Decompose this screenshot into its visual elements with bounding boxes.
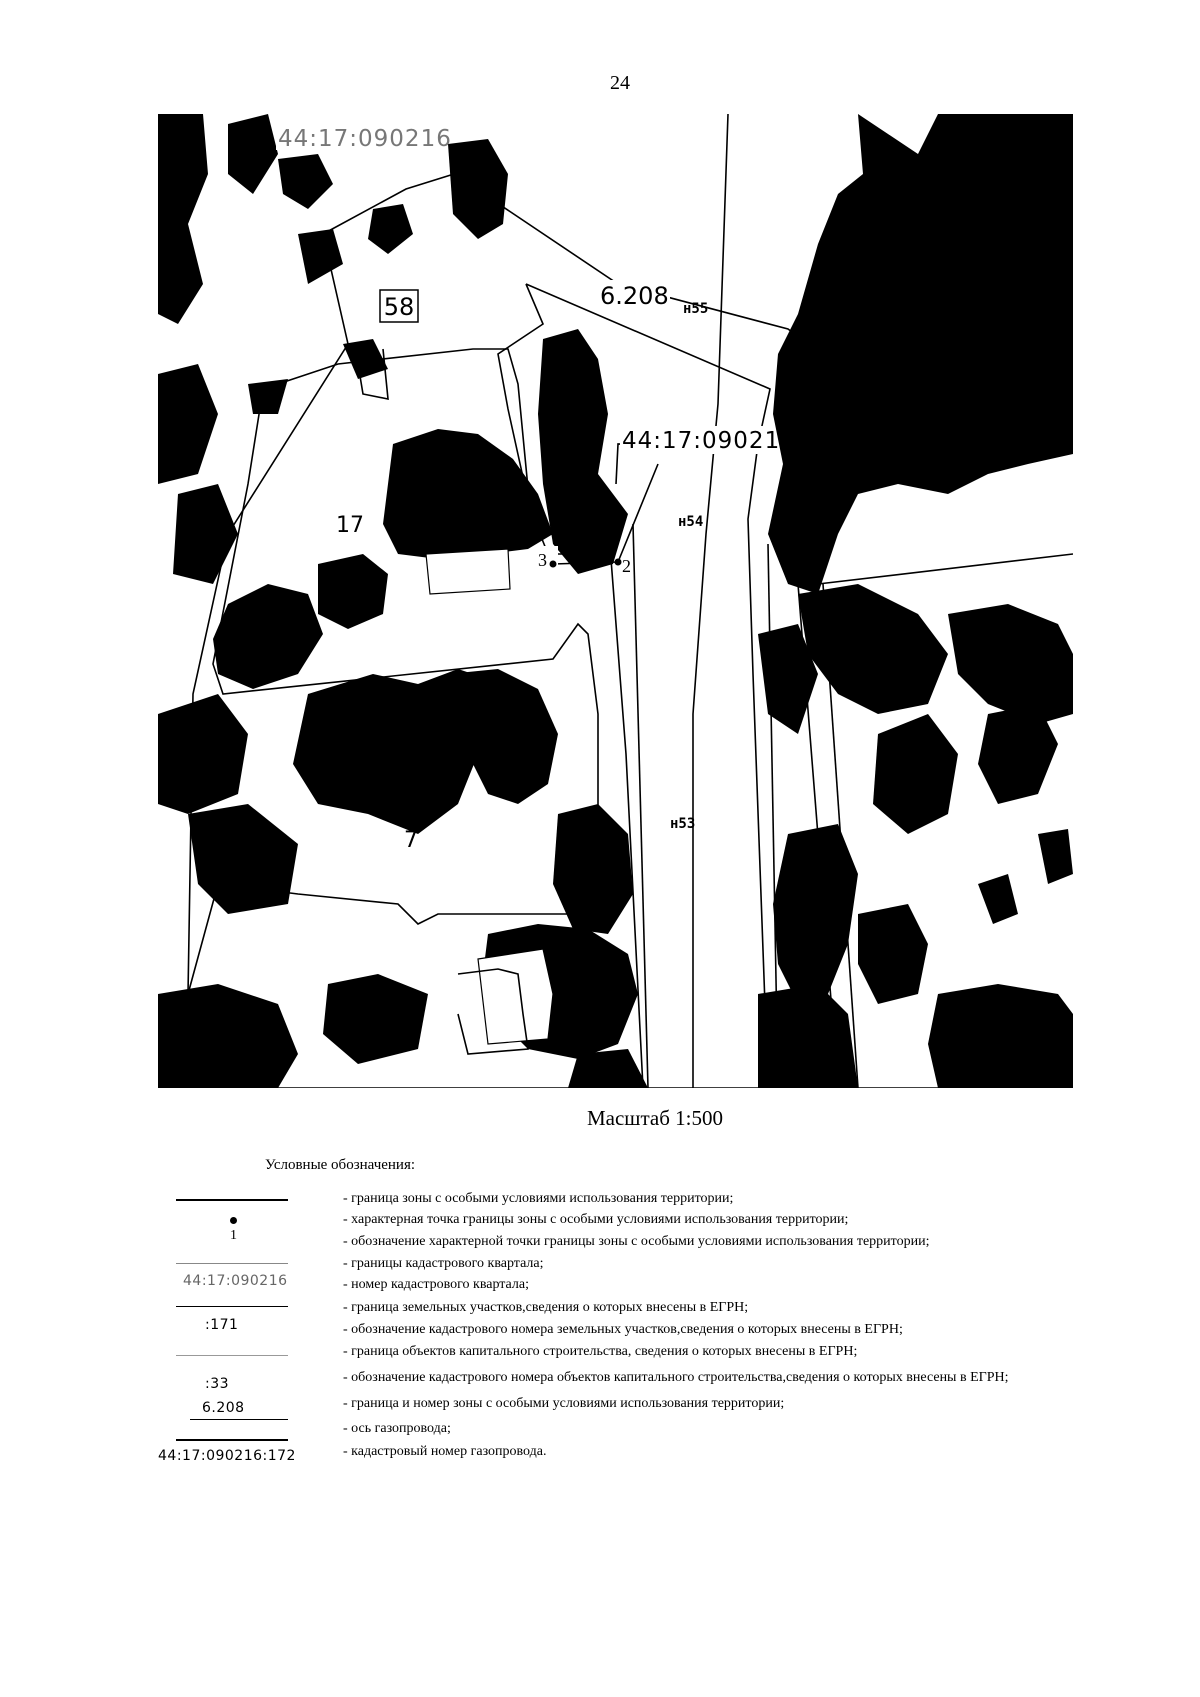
point-2-label: 2 [622,556,631,576]
legend-item: - граница объектов капитального строительства, сведения о которых внесены в ЕГРН; [343,1344,858,1359]
legend-item: - обозначение кадастрового номера объектов капитального строительства,сведения о которых внесены в ЕГРН; [343,1370,1009,1385]
legend-item: - характерная точка границы зоны с особыми условиями использования территории; [343,1212,849,1227]
parcel-7-label: 7 [404,828,418,853]
point-3-marker [550,561,557,568]
legend-item: - кадастровый номер газопровода. [343,1444,547,1459]
quarter-number-symbol: 44:17:090216 [183,1273,288,1289]
parcel-number-symbol: :171 [205,1317,239,1333]
building-boundary-symbol [176,1355,288,1356]
legend-item: - граница земельных участков,сведения о которых внесены в ЕГРН; [343,1300,749,1315]
quarter-number-label-right: 44:17:09021 [622,428,781,454]
legend-title: Условные обозначения: [265,1157,416,1173]
legend-item: - обозначение кадастрового номера земельных участков,сведения о которых внесены в ЕГРН; [343,1322,903,1337]
legend-item: - номер кадастрового квартала; [343,1277,529,1292]
point-n54-label: н54 [678,514,704,530]
pipeline-axis-symbol [176,1439,288,1441]
quarter-number-label-top: 44:17:090216 [278,126,452,152]
zone-number-label: 58 [383,293,415,321]
point-n55-label: н55 [683,301,709,317]
cadastral-map [158,114,1073,1088]
legend-item: - граница и номер зоны с особыми условиями использования территории; [343,1396,785,1411]
legend-item: - граница зоны с особыми условиями использования территории; [343,1191,734,1206]
parcel-17-label: 17 [336,513,364,538]
map-scale: Масштаб 1:500 [586,1106,723,1130]
pipeline-number-symbol: 44:17:090216:172 [158,1448,296,1464]
zone-length-label: 6.208 [600,282,669,310]
legend-item: - обозначение характерной точки границы зоны с особыми условиями использования территории; [343,1234,930,1249]
point-2-marker [615,559,622,566]
point-number-symbol: 1 [230,1228,238,1243]
zone-boundary-symbol [176,1199,288,1201]
legend-item: - ось газопровода; [343,1421,451,1436]
parcel-boundary-symbol [176,1306,288,1307]
building-number-symbol: :33 [205,1376,230,1392]
page-number: 24 [610,72,630,94]
characteristic-point-symbol [230,1217,237,1224]
zone-number-symbol: 6.208 [202,1400,245,1416]
point-n53-label: н53 [670,816,696,832]
point-3-label: 3 [538,550,547,570]
zone-number-underline [190,1419,288,1420]
quarter-boundary-symbol [176,1263,288,1264]
legend-item: - границы кадастрового квартала; [343,1256,544,1271]
